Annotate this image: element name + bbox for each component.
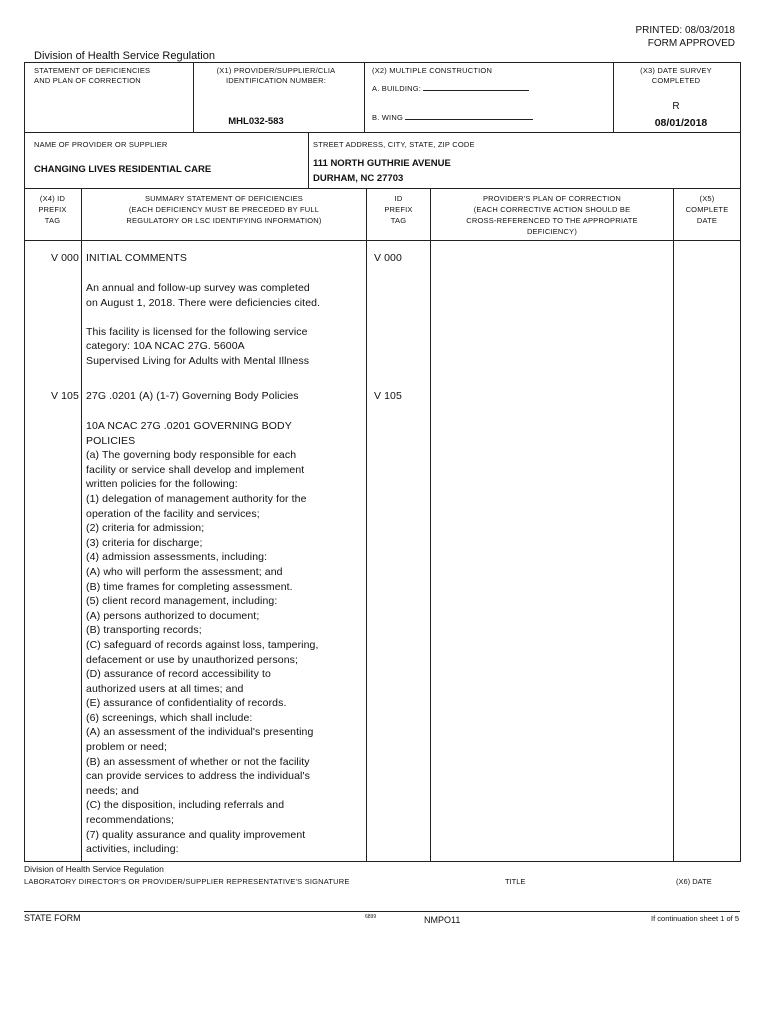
entry-id-tag: V 000 <box>374 252 402 264</box>
entry-body: An annual and follow-up survey was completed on August 1, 2018. There were deficiencies cited. This facility is licensed for the following service category: 10A NCAC 27G. 5600A Supervised Living for Adults with Mental Illness <box>86 282 321 367</box>
col-x5-header: (X5) COMPLETE DATE <box>685 194 729 225</box>
building-field: A. BUILDING: <box>372 84 529 94</box>
entry-prefix-tag: V 105 <box>51 390 79 402</box>
provider-name: CHANGING LIVES RESIDENTIAL CARE <box>34 164 212 175</box>
wing-field: B. WING <box>372 113 533 123</box>
title-label: TITLE <box>505 877 526 886</box>
signature-label: LABORATORY DIRECTOR'S OR PROVIDER/SUPPLIER REPRESENTATIVE'S SIGNATURE <box>24 877 350 886</box>
x6-date-label: (X6) DATE <box>676 877 712 886</box>
footer-division: Division of Health Service Regulation <box>24 864 164 874</box>
continuation-sheet: If continuation sheet 1 of 5 <box>651 914 739 923</box>
survey-date: 08/01/2018 <box>654 117 708 129</box>
entry-title: INITIAL COMMENTS <box>86 252 187 264</box>
division-title: Division of Health Service Regulation <box>34 50 215 62</box>
entry-title: 27G .0201 (A) (1-7) Governing Body Policies <box>86 390 299 402</box>
state-form-label: STATE FORM <box>24 913 81 923</box>
x3-label: (X3) DATE SURVEY COMPLETED <box>640 66 712 85</box>
survey-code: R <box>672 101 680 112</box>
x1-label: (X1) PROVIDER/SUPPLIER/CLIA IDENTIFICATION NUMBER: <box>216 66 336 85</box>
x2-label: (X2) MULTIPLE CONSTRUCTION <box>372 66 493 75</box>
col-plan-header: PROVIDER'S PLAN OF CORRECTION (EACH CORRECTIVE ACTION SHOULD BE CROSS-REFERENCED TO THE APPROPRIATE DEFICIENCY) <box>466 194 638 236</box>
entry-prefix-tag: V 000 <box>51 252 79 264</box>
provider-id-value: MHL032-583 <box>228 116 284 127</box>
event-id: NMPO11 <box>424 915 461 925</box>
street-address: 111 NORTH GUTHRIE AVENUE DURHAM, NC 27703 <box>313 158 451 184</box>
provider-name-label: NAME OF PROVIDER OR SUPPLIER <box>34 140 168 149</box>
col-summary-header: SUMMARY STATEMENT OF DEFICIENCIES (EACH DEFICIENCY MUST BE PRECEDED BY FULL REGULATORY OR LSC IDENTIFYING INFORMATION) <box>126 194 322 225</box>
statement-label: STATEMENT OF DEFICIENCIES AND PLAN OF CORRECTION <box>34 66 151 85</box>
col-x4-header: (X4) ID PREFIX TAG <box>38 194 67 225</box>
form-approved: FORM APPROVED <box>647 38 735 49</box>
entry-body: 10A NCAC 27G .0201 GOVERNING BODY POLICIES (a) The governing body responsible for each facility or service shall develop and implement written policies for the following: (1) delegation of management authority for the operation of the facility and services; (2) criteria for admission; (3) criteria for discharge; (4) admission assessments, including: (A) who will perform the assessment; and (B) time frames for completing assessment. (5) client record management, including: (A) persons authorized to document; (B) transporting records; (C) safeguard of records against loss, tampering, defacement or use by unauthorized persons; (D) assurance of record accessibility to authorized users at all times; and (E) assurance of confidentiality of records. (6) screenings, which shall include: (A) an assessment of the individual's presenting problem or need; (B) an assessment of whether or not the facility can provide services to address the individual's needs; and (C) the disposition, including referrals and recommendations; (7) quality assurance and quality improvement activities, including: <box>86 420 319 856</box>
printed-date: PRINTED: 08/03/2018 <box>635 25 735 36</box>
entry-id-tag: V 105 <box>374 390 402 402</box>
col-id-header: ID PREFIX TAG <box>384 194 413 225</box>
form-code: 6899 <box>365 914 377 920</box>
address-label: STREET ADDRESS, CITY, STATE, ZIP CODE <box>313 140 475 149</box>
